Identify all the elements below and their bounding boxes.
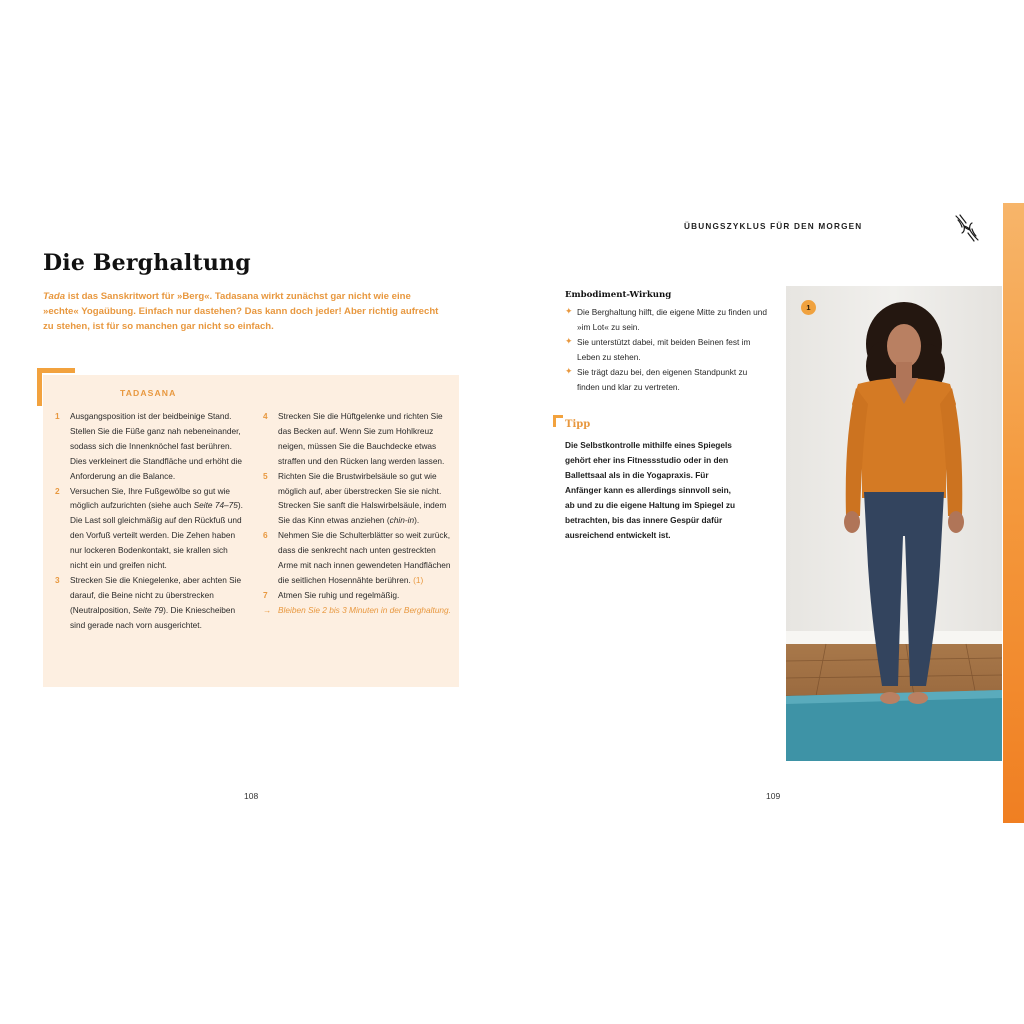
photo-reference: (1) <box>413 574 424 585</box>
embodiment-heading: Embodiment-Wirkung <box>565 290 672 300</box>
list-item-text: Sie unterstützt dabei, mit beiden Beinen fest im Leben zu stehen. <box>577 336 751 362</box>
list-item-text: Sie trägt dazu bei, den eigenen Standpunkt zu finden und klar zu vertreten. <box>577 366 748 392</box>
embodiment-list <box>565 305 770 394</box>
step-text-cont: ). Die Kniescheiben sind gerade nach vorn ausgerichtet. <box>70 604 236 630</box>
tipp-corner-accent-top <box>553 415 563 418</box>
step-number: 6 <box>263 530 268 541</box>
star-bullet-icon: ✦ <box>565 335 573 346</box>
step-text: Strecken Sie die Hüftgelenke und richten Sie das Becken auf. Wenn Sie zum Hohlkreuz neigen, müssen Sie die Bauchdecke etwas straffen und den Rücken lang werden lassen. <box>278 411 445 466</box>
step-5 <box>263 469 453 529</box>
step-3 <box>55 573 245 633</box>
list-item <box>565 305 770 335</box>
step-number: 4 <box>263 411 268 421</box>
page-reference: Seite 74–75 <box>193 500 238 511</box>
step-7 <box>263 588 453 603</box>
step-number: 3 <box>55 574 60 585</box>
star-bullet-icon: ✦ <box>565 306 573 316</box>
list-item <box>565 335 770 365</box>
step-number: 2 <box>55 485 60 496</box>
step-1 <box>55 409 245 484</box>
page-title: Die Berghaltung <box>43 250 251 276</box>
running-head: ÜBUNGSZYKLUS FÜR DEN MORGEN <box>684 222 863 231</box>
list-item-text: Die Berghaltung hilft, die eigene Mitte zu finden und »im Lot« zu sein. <box>577 307 768 332</box>
star-bullet-icon: ✦ <box>565 365 573 376</box>
intro-paragraph <box>43 289 443 334</box>
yoga-photo <box>786 286 1002 761</box>
step-text: Strecken Sie die Kniegelenke, aber achten Sie darauf, die Beine nicht zu überstrecken (Neutralposition, <box>70 574 242 615</box>
step-number: 1 <box>55 411 60 421</box>
exercise-heading: TADASANA <box>120 388 177 398</box>
step-text: Richten Sie die Brustwirbelsäule so gut wie möglich auf, aber überstrecken Sie sie nicht. Strecken Sie sanft die Halswirbelsäule, indem Sie das Kinn etwas anziehen ( <box>278 470 447 526</box>
hands-icon <box>952 212 982 244</box>
page-reference: Seite 79 <box>132 604 164 615</box>
intro-lead-word: Tada <box>43 291 66 302</box>
step-text-cont: ). <box>414 515 420 526</box>
steps-column-2 <box>263 409 453 618</box>
step-6 <box>263 528 453 588</box>
box-corner-accent-top <box>37 368 75 373</box>
term-italic: chin-in <box>389 515 415 526</box>
step-number: 5 <box>263 470 268 481</box>
step-text: Nehmen Sie die Schulterblätter so weit zurück, dass die senkrecht nach unten gestreckten Arme mit nach innen gewendeten Handflächen die seitlichen Hosennähte berühren. <box>278 530 451 585</box>
step-hold <box>263 603 453 618</box>
step-text-cont: ). Die Last soll gleichmäßig auf den Rückfuß und den Vorfuß verteilt werden. Die Zehen haben nur lockeren Bodenkontakt, sie krallen sich nicht ein und greifen nicht. <box>70 500 243 571</box>
list-item <box>565 365 770 395</box>
step-4 <box>263 409 453 469</box>
intro-text: ist das Sanskritwort für »Berg«. Tadasana wirkt zunächst gar nicht wie eine »echte« Yogaübung. Einfach nur dastehen? Das kann doch jeder! Aber richtig aufrecht zu stehen, ist für so manchen gar nicht so einfach. <box>43 291 439 332</box>
photo-number-badge: 1 <box>801 300 816 315</box>
step-text: Atmen Sie ruhig und regelmäßig. <box>278 589 400 600</box>
chapter-tab <box>1003 203 1024 823</box>
step-2 <box>55 484 245 573</box>
steps-column-1 <box>55 409 245 633</box>
page-number-left: 108 <box>244 791 259 801</box>
step-text: Versuchen Sie, Ihre Fußgewölbe so gut wie möglich aufzurichten (siehe auch <box>70 485 231 511</box>
step-text: Ausgangsposition ist der beidbeinige Stand. Stellen Sie die Füße ganz nah nebeneinander, sodass sich die Innenknöchel fast berühren. Dies verkleinert die Standfläche und erhöht die Anforderung an die Balance. <box>70 411 243 481</box>
tipp-text: Die Selbstkontrolle mithilfe eines Spiegels gehört eher ins Fitnessstudio oder in den Ballettsaal als in die Yogapraxis. Für Anfänger kann es allerdings sinnvoll sein, ab und zu die eigene Haltung im Spiegel zu betrachten, bis das innere Gespür dafür ausreichend entwickelt ist. <box>565 440 736 540</box>
step-number: 7 <box>263 589 268 600</box>
tipp-heading: Tipp <box>565 419 591 430</box>
step-text: Bleiben Sie 2 bis 3 Minuten in der Berghaltung. <box>278 604 451 615</box>
page-number-right: 109 <box>766 791 781 801</box>
arrow-icon: → <box>263 604 272 615</box>
box-corner-accent <box>37 368 42 406</box>
